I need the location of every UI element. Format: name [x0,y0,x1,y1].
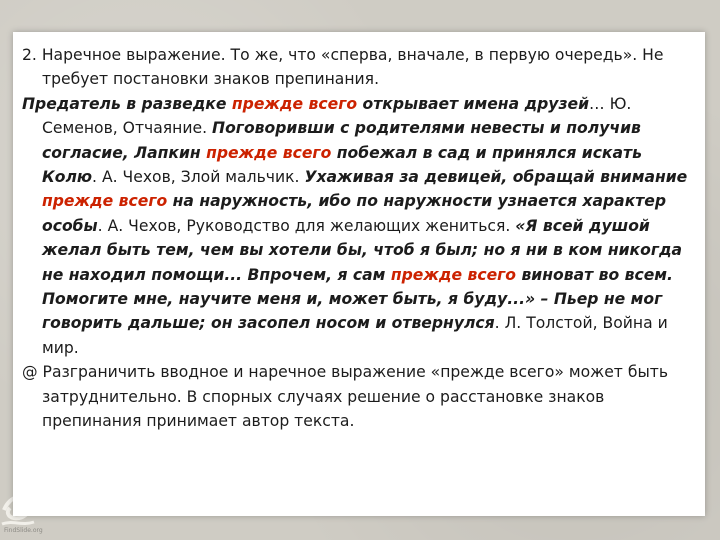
source-citation: … Ю. Семенов, Отчаяние. [42,94,632,138]
highlight-phrase: прежде всего [206,143,332,162]
slide-text [22,43,702,434]
highlight-phrase: прежде всего [231,94,358,113]
watermark: FindSlide.org [4,527,43,534]
source-citation: . А. Чехов, Руководство для желающих жениться. [97,216,516,235]
example-text: Ухаживая за девицей, обращай внимание [304,168,688,187]
example-text: «Я всей душой желал быть тем, чем вы хотели бы, чтоб я был; но я ни в ком никогда не находил помощи... Впрочем, я сам [42,216,683,284]
example-text: открывает имена друзей [357,94,590,113]
example-text: виноват во всем. Помогите мне, научите меня и, может быть, я буду...» – Пьер не мог говорить дальше; он засопел носом и отвернулся [42,265,673,333]
example-text: побежал в сад и принялся искать Колю [42,143,642,187]
example-text: Поговоривши с родителями невесты и получив согласие, Лапкин [42,119,641,162]
paragraph-definition: 2. Наречное выражение. То же, что «сперва, вначале, в первую очередь». Не требует постановки знаков препинания. [22,46,664,89]
example-text: Предатель в разведке [22,94,232,113]
source-citation: . Л. Толстой, Война и мир. [42,314,668,357]
highlight-phrase: прежде всего [42,192,168,211]
paragraph-examples [22,92,702,360]
highlight-phrase: прежде всего [390,265,517,284]
paragraph-note: @ Разграничить вводное и наречное выражение «прежде всего» может быть затруднительно. В спорных случаях решение о расстановке знаков препинания принимает автор текста. [22,363,669,431]
example-text: на наружность, ибо по наружности узнается характер особы [42,192,667,235]
source-citation: . А. Чехов, Злой мальчик. [92,168,305,187]
